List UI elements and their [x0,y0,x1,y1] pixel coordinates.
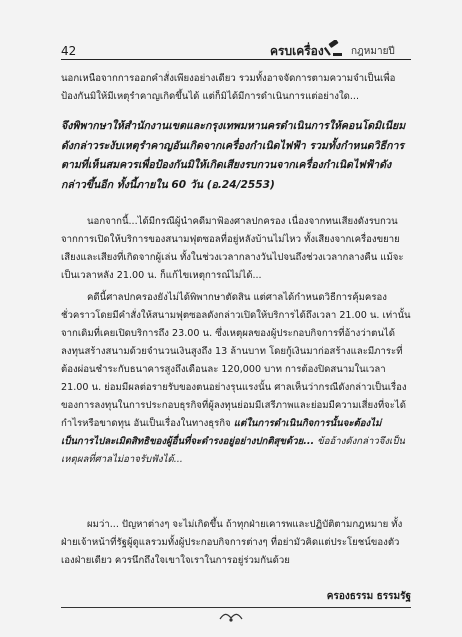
paragraph-1 [61,213,411,285]
page-header [0,0,462,66]
highlight-paragraph: จึงพิพากษาให้สำนักงานเขตและกรุงเทพมหานครดำเนินการให้คอนโดมิเนียมดังกล่าวระงับเหตุรำคาญอันเกิดจากเครื่องกำเนิดไฟฟ้า รวมทั้งกำหนดวิธีการตามที่เห็นสมควรเพื่อป้องกันมิให้เกิดเสียงรบกวนจากเครื่องกำเนิดไฟฟ้าดังกล่าวขึ้นอีก ทั้งนี้ภายใน 60 วัน (อ.24/2553) [61,120,406,191]
paragraph-2-note: ข้ออ้างดังกล่าวจึงเป็นเหตุผลที่ศาลไม่อาจรับฟังได้... [61,436,405,465]
intro-paragraph: นอกเหนือจากการออกคำสั่งเพียงอย่างเดียว รวมทั้งอาจจัดการตามความจำเป็นเพื่อป้องกันมิให้มีเหตุรำคาญเกิดขึ้นได้ แต่ก็มิได้มีการดำเนินการแต่อย่างใด... [61,73,396,102]
gavel-icon [324,40,342,56]
paragraph-3-text: ผมว่า... ปัญหาต่างๆ จะไม่เกิดขึ้น ถ้าทุกฝ่ายเคารพและปฏิบัติตามกฎหมาย ทั้งฝ่ายเจ้าหน้าที่รัฐผู้ดูแลรวมทั้งผู้ประกอบกิจการต่างๆ ที่อย่ามัวคิดแต่ประโยชน์ของตัวเองฝ่ายเดียว ควรนึกถึงใจเขาใจเราในการอยู่ร่วมกันด้วย [61,519,403,566]
header-divider [61,59,411,60]
paragraph-1-text: นอกจากนี้...ได้มีกรณีผู้นำคดีมาฟ้องศาลปกครอง เนื่องจากทนเสียงดังรบกวนจากการเปิดให้บริการของสนามฟุตซอลที่อยู่หลังบ้านไม่ไหว ทั้งเสียงจากเครื่องขยายเสียงและเสียงที่เกิดจากผู้เล่น ทั้งในช่วงเวลากลางวันไปจนถึงช่วงเวลากลางคืน แม้จะเป็นเวลาหลัง 21.00 น. ก็แก้ไขเหตุการณ์ไม่ได้... [61,216,404,281]
paragraph-2 [61,289,411,469]
paragraph-2-text: คดีนี้ศาลปกครองยังไม่ได้พิพากษาตัดสิน แต่ศาลได้กำหนดวิธีการคุ้มครองชั่วคราวโดยมีคำสั่งให้สนามฟุตซอลดังกล่าวเปิดให้บริการได้ถึงเวลา 21.00 น. เท่านั้น จากเดิมที่เคยเปิดบริการถึง 23.00 น. ซึ่งเหตุผลของผู้ประกอบกิจการที่อ้างว่าตนได้ลงทุนสร้างสนามด้วยจำนวนเงินสูงถึง 13 ล้านบาท โดยกู้เงินมาก่อสร้างและมีภาระที่ต้องผ่อนชำระกับธนาคารสูงถึงเดือนละ 120,000 บาท การต้องปิดสนามในเวลา 21.00 น. ย่อมมีผลต่อรายรับของตนอย่างรุนแรงนั้น ศาลเห็นว่ากรณีดังกล่าวเป็นเรื่องของการลงทุนในการประกอบธุรกิจที่ผู้ลงทุนย่อมมีเสรีภาพและย่อมมีความเสี่ยงที่จะได้กำไรหรือขาดทุน อันเป็นเรื่องในทางธุรกิจ [61,292,411,429]
ornament-icon [218,611,244,623]
header-subtitle: กฎหมายปี [351,46,395,57]
paragraph-3 [61,516,411,570]
page-number: 42 [61,44,77,58]
header-brand: ครบเครื่อง [270,44,324,58]
paragraph-2-emphasis: แต่ในการดำเนินกิจการนั้นจะต้องไม่เป็นการไปละเมิดสิทธิของผู้อื่นที่จะดำรงอยู่อย่างปกติสุขด้วย... [61,418,382,447]
author-signature: ครองธรรม ธรรมรัฐ [326,591,411,602]
footer-divider [61,607,411,608]
